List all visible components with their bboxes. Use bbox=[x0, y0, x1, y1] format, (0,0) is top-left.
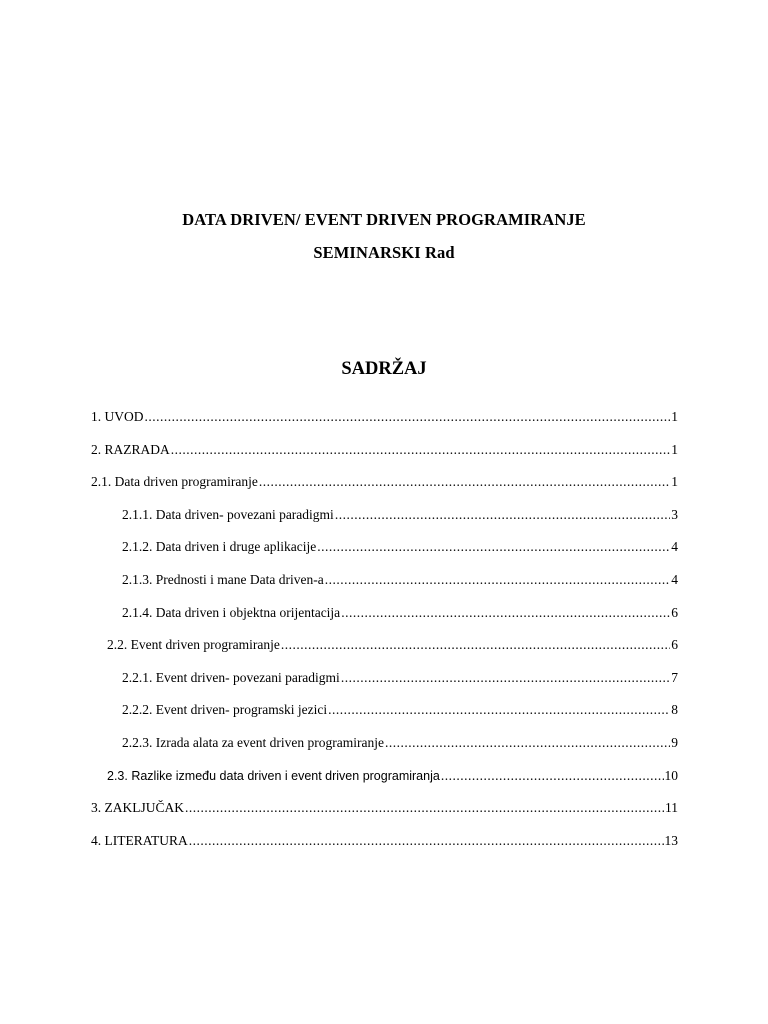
toc-entry-page: 3 bbox=[671, 506, 678, 522]
toc-entry-2-1-2[interactable] bbox=[122, 537, 678, 557]
toc-entry-page: 8 bbox=[671, 702, 678, 718]
toc-entry-page: 1 bbox=[671, 409, 678, 424]
toc-entry-label: 2.3. Razlike između data driven i event driven programiranja bbox=[107, 768, 440, 783]
toc-entry-2-2[interactable] bbox=[107, 635, 678, 655]
toc-entry-label: 2.2. Event driven programiranje bbox=[107, 637, 280, 653]
toc-entry-2-2-1[interactable] bbox=[122, 668, 678, 688]
toc-entry-page: 13 bbox=[664, 832, 678, 848]
toc-entry-page: 4 bbox=[671, 572, 678, 587]
toc-leader-dots bbox=[385, 733, 670, 753]
toc-entry-page: 6 bbox=[671, 604, 678, 620]
toc-leader-dots bbox=[171, 440, 670, 460]
toc-entry-label: 2.1.1. Data driven- povezani paradigmi bbox=[122, 506, 334, 522]
toc-leader-dots bbox=[189, 831, 664, 851]
toc-entry-literatura[interactable] bbox=[91, 831, 678, 851]
toc-entry-page: 7 bbox=[671, 669, 678, 685]
toc-entry-page: 1 bbox=[671, 474, 678, 490]
toc-entry-label: 3. ZAKLJUČAK bbox=[91, 800, 184, 816]
toc-entry-label: 2.2.1. Event driven- povezani paradigmi bbox=[122, 669, 340, 685]
toc-entry-page: 9 bbox=[671, 735, 678, 750]
toc-leader-dots bbox=[281, 635, 670, 655]
toc-leader-dots bbox=[259, 472, 670, 492]
toc-leader-dots bbox=[145, 407, 671, 427]
toc-leader-dots bbox=[335, 505, 670, 525]
toc-entry-2-1-1[interactable] bbox=[122, 505, 678, 525]
toc-entry-page: 10 bbox=[664, 767, 678, 783]
toc-leader-dots bbox=[341, 603, 670, 623]
toc-entry-2-2-2[interactable] bbox=[122, 700, 678, 720]
toc-entry-2-1-4[interactable] bbox=[122, 603, 678, 623]
toc-entry-razrada[interactable] bbox=[91, 440, 678, 460]
toc-leader-dots bbox=[185, 798, 664, 818]
document-title: DATA DRIVEN/ EVENT DRIVEN PROGRAMIRANJE bbox=[182, 210, 586, 229]
toc-leader-dots bbox=[317, 537, 670, 557]
toc-entry-label: 2.2.2. Event driven- programski jezici bbox=[122, 702, 328, 718]
toc-entry-2-3[interactable] bbox=[107, 766, 678, 786]
toc-entry-label: 2.1.2. Data driven i druge aplikacije bbox=[122, 539, 317, 555]
toc-entry-uvod[interactable] bbox=[91, 407, 678, 427]
toc-entry-label: 4. LITERATURA bbox=[91, 832, 188, 848]
toc-entry-2-2-3[interactable] bbox=[122, 733, 678, 753]
toc-leader-dots bbox=[325, 570, 671, 590]
toc-entry-label: 2.1.4. Data driven i objektna orijentacija bbox=[122, 604, 341, 620]
toc-leader-dots bbox=[441, 766, 664, 786]
toc-entry-page: 6 bbox=[671, 637, 678, 653]
toc-heading: SADRŽAJ bbox=[341, 359, 427, 379]
toc-entry-label: 2.2.3. Izrada alata za event driven programiranje bbox=[122, 735, 384, 750]
toc-entry-2-1-3[interactable] bbox=[122, 570, 678, 590]
document-subtitle: SEMINARSKI Rad bbox=[313, 243, 455, 262]
toc-entry-page: 4 bbox=[671, 539, 678, 555]
toc-entry-page: 11 bbox=[665, 800, 678, 816]
toc-entry-label: 2.1. Data driven programiranje bbox=[91, 474, 258, 490]
toc-entry-page: 1 bbox=[671, 441, 678, 457]
toc-entry-label: 2. RAZRADA bbox=[91, 441, 170, 457]
toc-entry-label: 1. UVOD bbox=[91, 409, 144, 424]
toc-leader-dots bbox=[328, 700, 670, 720]
toc-entry-label: 2.1.3. Prednosti i mane Data driven-a bbox=[122, 572, 324, 587]
toc-leader-dots bbox=[341, 668, 670, 688]
toc-entry-zakljucak[interactable] bbox=[91, 798, 678, 818]
toc-entry-2-1[interactable] bbox=[91, 472, 678, 492]
